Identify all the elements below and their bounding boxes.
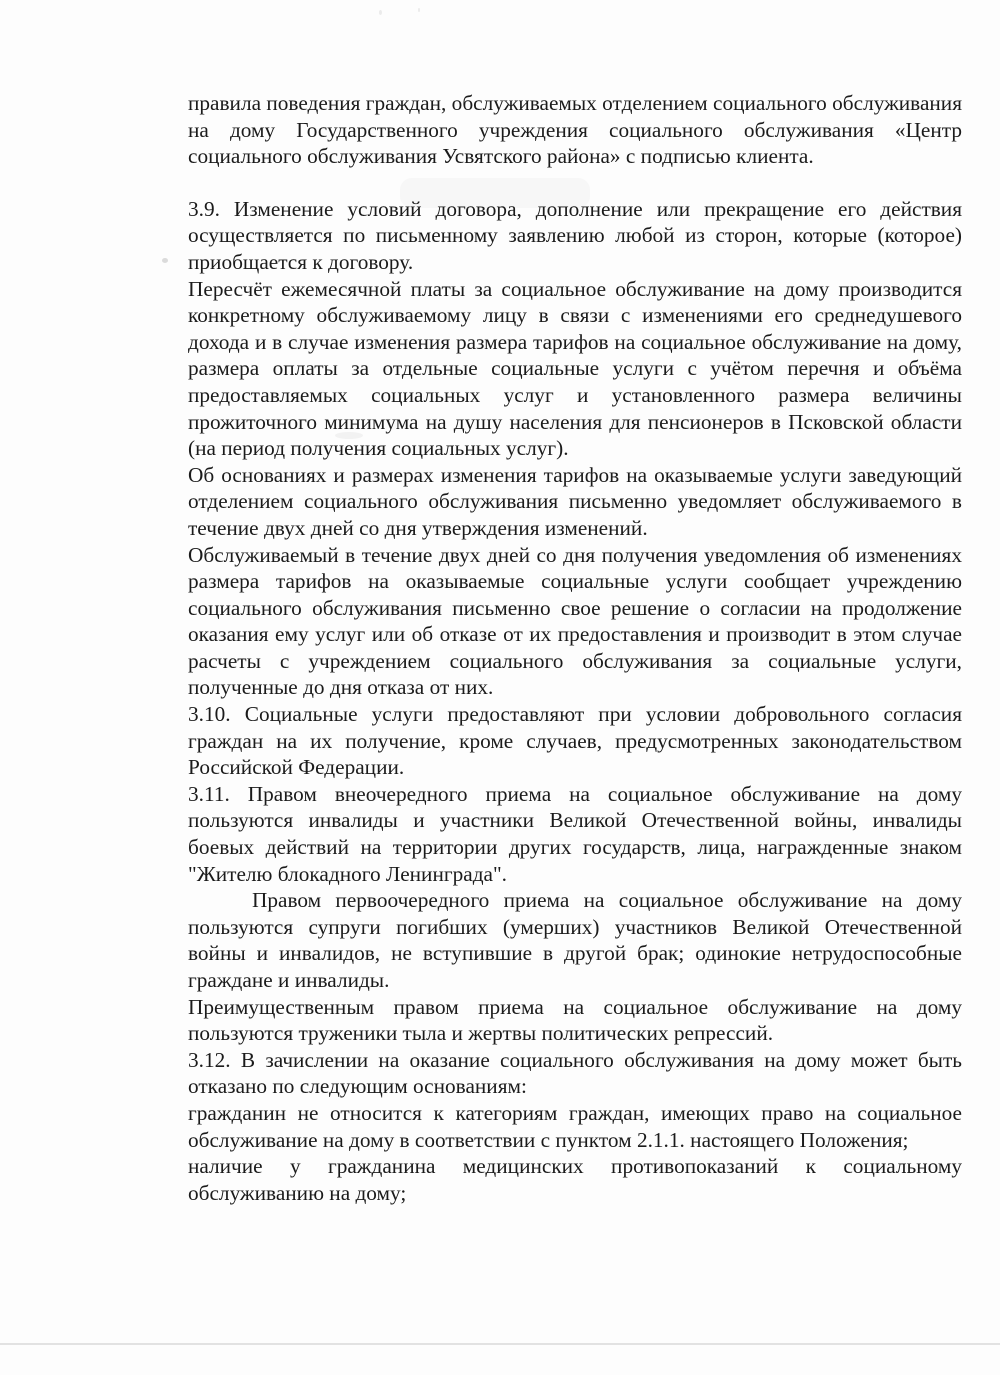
scan-speck (418, 8, 420, 12)
paragraph-3-9: 3.9. Изменение условий договора, дополнение или прекращение его действия осуществляется по письменному заявлению любой из сторон, которые (которое) приобщается к договору. (188, 196, 962, 274)
document-body (188, 90, 962, 1206)
paragraph-client-decision: Обслуживаемый в течение двух дней со дня получения уведомления об изменениях размера тарифов на оказываемые социальные услуги сообщает учреждению социального обслуживания письменно свое решение о согласии на продолжение оказания ему услуг или об отказе от их предоставления и производит в этом случае расчеты с учреждением социального обслуживания за социальные услуги, полученные до дня отказа от них. (188, 542, 962, 700)
paragraph-priority-admission: Правом первоочередного приема на социальное обслуживание на дому пользуются супруги погибших (умерших) участников Великой Отечественной войны и инвалидов, не вступившие в другой брак; одинокие нетрудоспособные граждане и инвалиды. (188, 888, 962, 992)
paragraph-continuation: правила поведения граждан, обслуживаемых отделением социального обслуживания на дому Государственного учреждения социального обслуживания «Центр социального обслуживания Усвятского района» с подписью клиента. (188, 91, 962, 169)
paragraph-recalculation: Пересчёт ежемесячной платы за социальное обслуживание на дому производится конкретному обслуживаемому лицу в связи с изменениями его среднедушевого дохода и в случае изменения размера тарифов на социальное обслуживание на дому, размера оплаты за отдельные социальные услуги с учётом перечня и объёма предоставляемых социальных услуг и установленного размера величины прожиточного минимума на душу населения для пенсионеров в Псковской области (на период получения социальных услуг). (188, 276, 962, 461)
paragraph-3-11: 3.11. Правом внеочередного приема на социальное обслуживание на дому пользуются инвалиды и участники Великой Отечественной войны, инвалиды боевых действий на территории других государств, лица, награжденные знаком "Жителю блокадного Ленинграда". (188, 781, 962, 886)
scan-speck (379, 10, 382, 15)
scan-speck (162, 258, 168, 263)
paragraph-3-12: 3.12. В зачислении на оказание социального обслуживания на дому может быть отказано по следующим основаниям: (188, 1047, 962, 1099)
paragraph-refusal-medical: наличие у гражданина медицинских противопоказаний к социальному обслуживанию на дому; (188, 1154, 962, 1205)
paragraph-tariff-notice: Об основаниях и размерах изменения тарифов на оказываемые услуги заведующий отделением социального обслуживания письменно уведомляет обслуживаемого в течение двух дней со дня утверждения изменений. (188, 462, 962, 540)
scan-bottom-edge (0, 1343, 1000, 1345)
paragraph-refusal-category: гражданин не относится к категориям граждан, имеющих право на социальное обслуживание на дому в соответствии с пунктом 2.1.1. настоящего Положения; (188, 1100, 962, 1152)
paragraph-preferential-admission: Преимущественным правом приема на социальное обслуживание на дому пользуются труженики тыла и жертвы политических репрессий. (188, 994, 962, 1046)
paragraph-3-10: 3.10. Социальные услуги предоставляют при условии добровольного согласия граждан на их получение, кроме случаев, предусмотренных законодательством Российской Федерации. (188, 702, 962, 780)
